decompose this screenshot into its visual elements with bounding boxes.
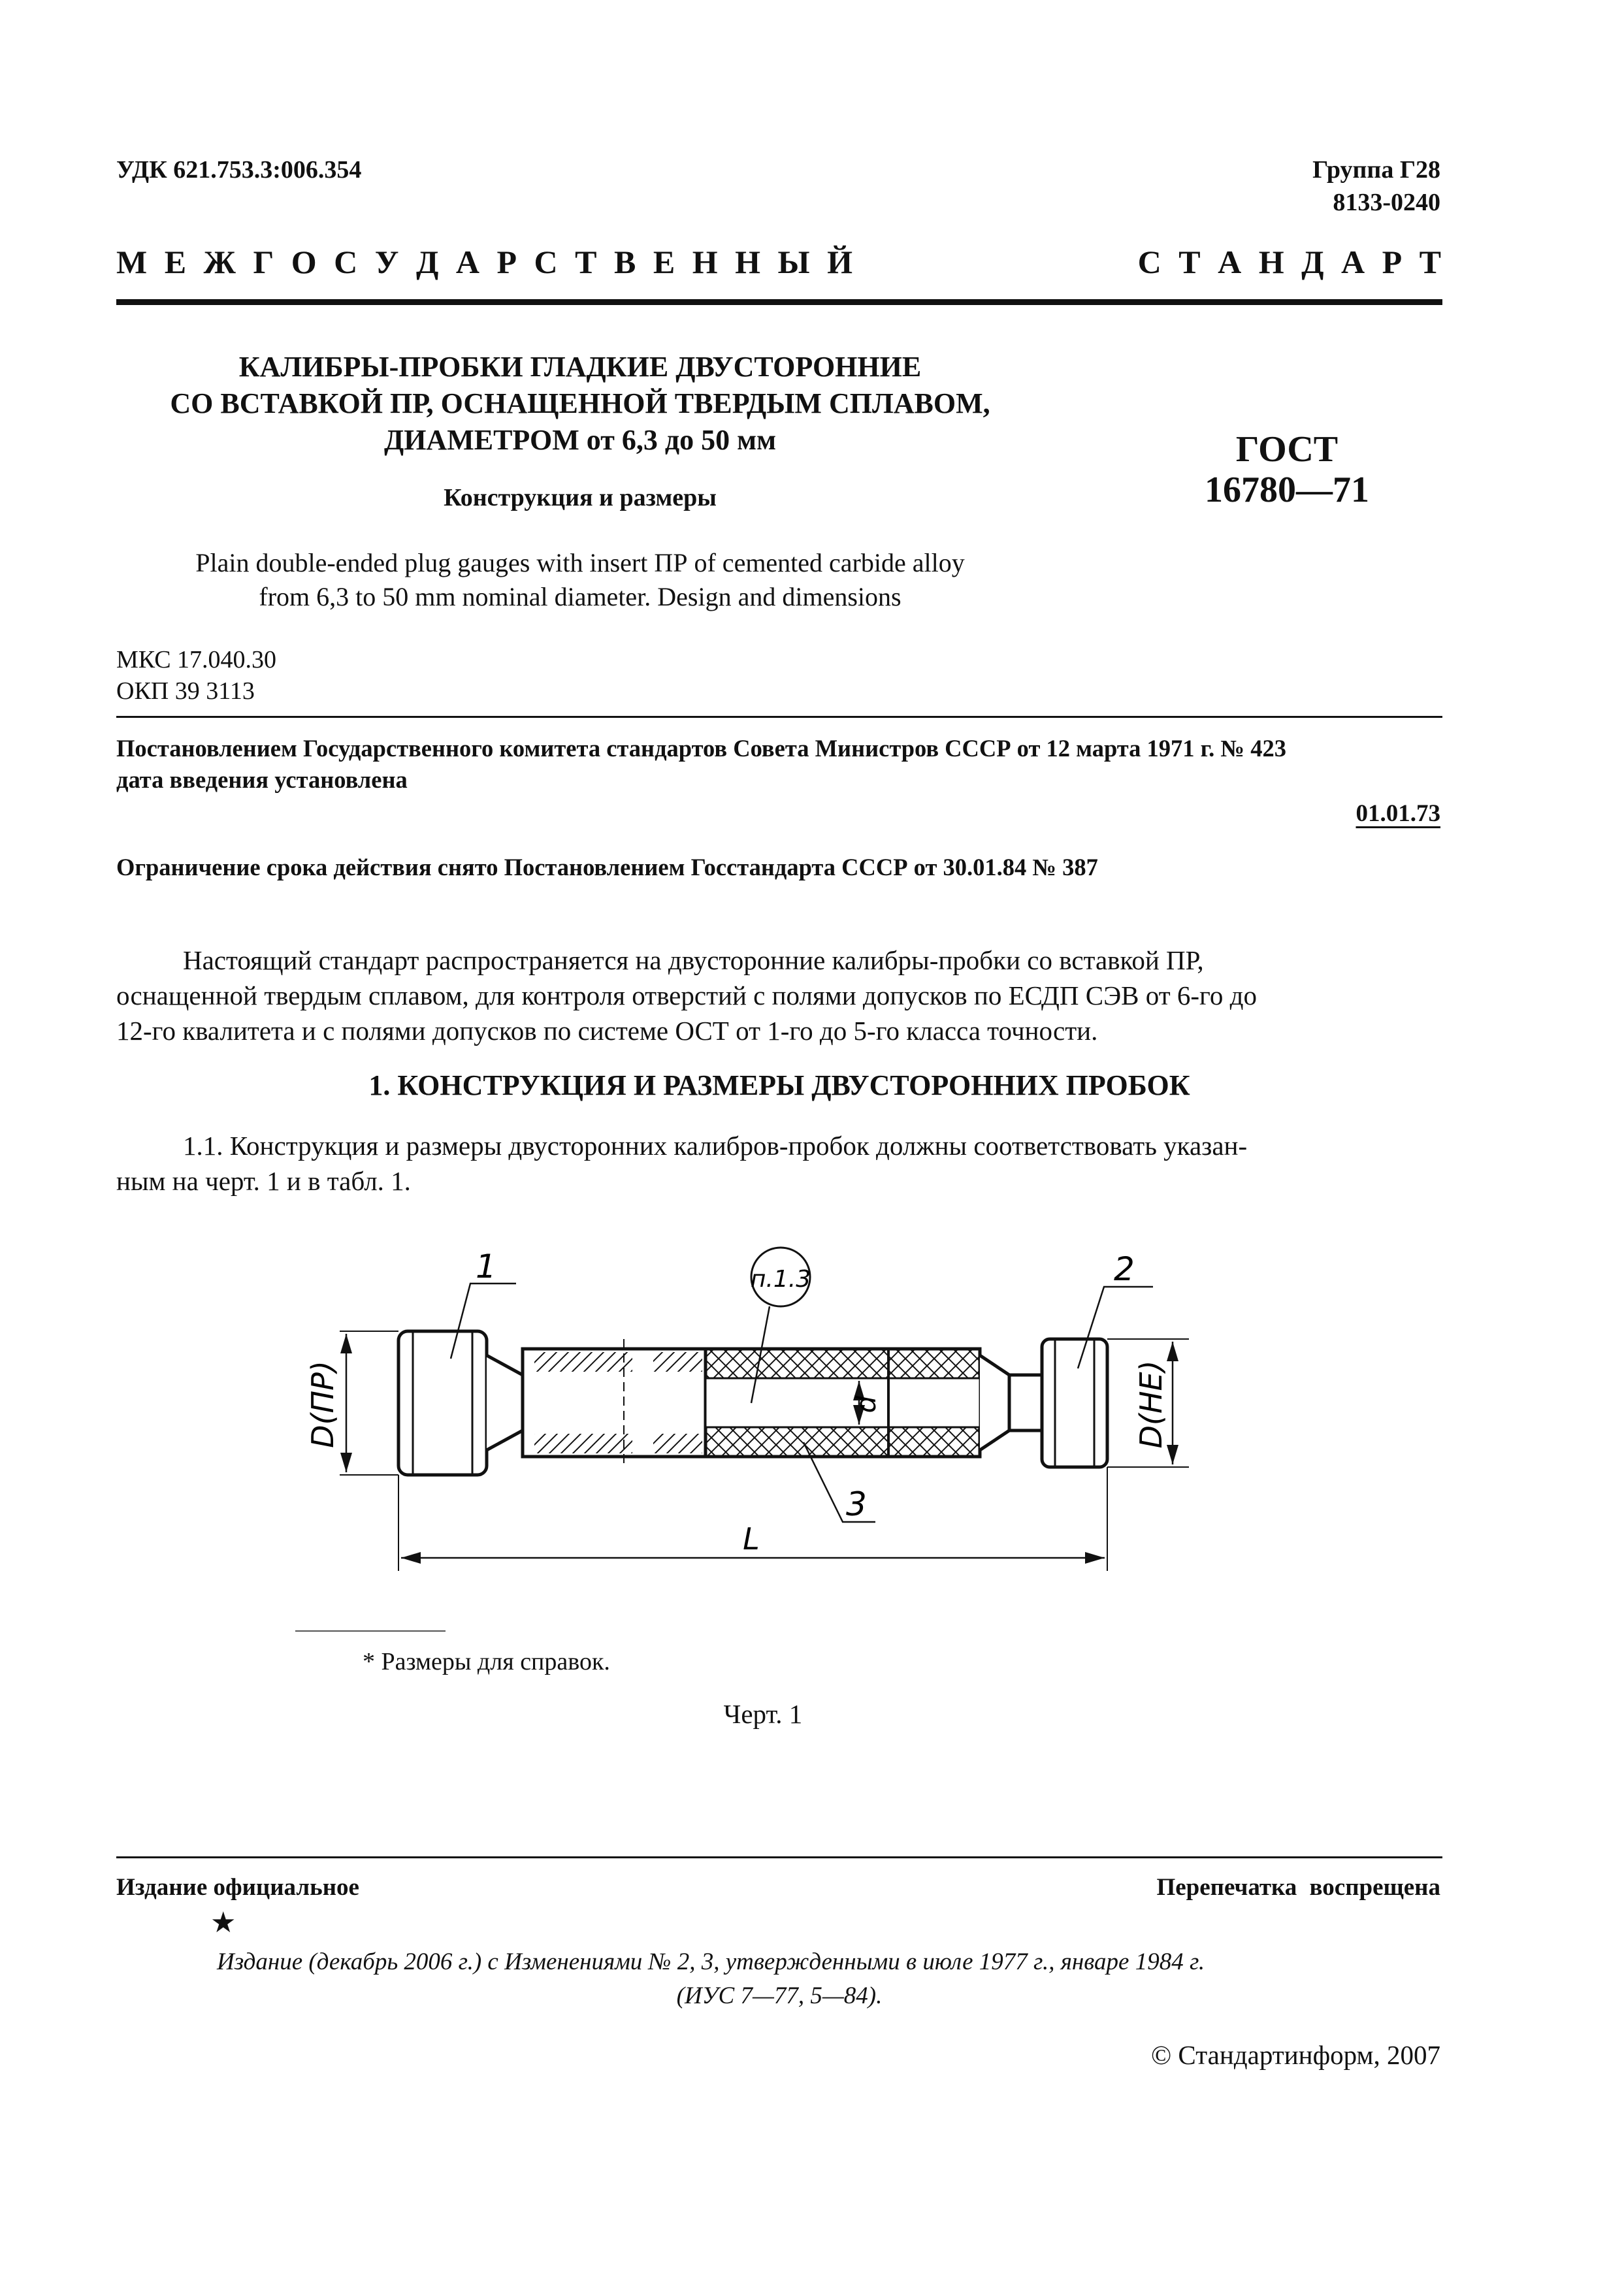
dimension-d-label: d [850,1395,882,1414]
dimension-d-pr-label: D(ПР) [305,1361,340,1448]
drawing-footnote: * Размеры для справок. [363,1648,610,1675]
clause-line-2: ным на черт. 1 и в табл. 1. [116,1166,411,1196]
carbide-insert [706,1349,980,1457]
footer-rule [116,1856,1442,1858]
official-edition: Издание официальное [116,1874,359,1901]
drawing-caption: Черт. 1 [723,1699,803,1729]
footnote-rule [295,1630,446,1632]
copyright: © Стандартинформ, 2007 [1151,2040,1440,2070]
group-code: Группа Г28 [1312,156,1440,184]
introduction-date: 01.01.73 [1356,800,1440,827]
okp-code: ОКП 39 3113 [116,677,255,705]
classifier-code: 8133-0240 [1333,189,1440,216]
intro-line-1: Настоящий стандарт распространяется на двусторонние калибры-пробки со вставкой ПР, [183,945,1204,975]
title-line-2: СО ВСТАВКОЙ ПР, ОСНАЩЕННОЙ ТВЕРДЫМ СПЛАВОМ, [170,387,990,419]
reference-circle-label: п.1.3 [750,1266,811,1293]
gauge-right-neck [980,1355,1042,1450]
udk-code: УДК 621.753.3:006.354 [116,156,362,184]
title-line-3: ДИАМЕТРОМ от 6,3 до 50 мм [383,424,777,456]
decree-date-label: дата введения установлена [116,766,408,793]
title-line-1: КАЛИБРЫ-ПРОБКИ ГЛАДКИЕ ДВУСТОРОННИЕ [238,351,922,383]
reprint-prohibited: Перепечатка воспрещена [1156,1874,1440,1901]
banner-interstate: М Е Ж Г О С У Д А Р С Т В Е Н Н Ы Й [116,244,854,280]
gost-label: ГОСТ [1235,429,1339,470]
header-rule [116,299,1442,305]
gauge-left-head [398,1331,487,1475]
gauge-right-head [1042,1339,1107,1467]
intro-line-2: оснащенной твердым сплавом, для контроля отверстий с полями допусков по ЕСДП СЭВ от 6-го до [116,980,1257,1010]
callout-2-label: 2 [1114,1250,1135,1288]
gauge-handle-body [523,1339,706,1466]
clause-line-1: 1.1. Конструкция и размеры двусторонних калибров-пробок должны соответствовать указан- [183,1131,1248,1161]
english-title-line-1: Plain double-ended plug gauges with insert ПР of cemented carbide alloy [195,548,965,577]
callout-1-label: 1 [476,1248,496,1285]
star-icon: ★ [210,1906,236,1939]
title-subtitle: Конструкция и размеры [444,484,717,511]
gauge-left-neck [487,1355,523,1450]
edition-note-line-1: Издание (декабрь 2006 г.) с Изменениями № 2, 3, утвержденными в июле 1977 г., январе 1984 г. [217,1948,1205,1975]
english-title-line-2: from 6,3 to 50 mm nominal diameter. Design and dimensions [259,582,901,611]
mks-code: МКС 17.040.30 [116,646,277,673]
decree-text: Постановлением Государственного комитета стандартов Совета Министров СССР от 12 марта 1971 г. № 423 [116,735,1286,762]
banner-standard: С Т А Н Д А Р Т [1137,244,1442,280]
gost-number: 16780—71 [1205,470,1369,510]
codes-rule [116,716,1442,718]
plug-gauge-drawing [0,1215,1624,1633]
restriction-note: Ограничение срока действия снято Постановлением Госстандарта СССР от 30.01.84 № 387 [116,854,1098,880]
edition-note-line-2: (ИУС 7—77, 5—84). [676,1982,883,2009]
intro-line-3: 12-го квалитета и с полями допусков по системе ОСТ от 1-го до 5-го класса точности. [116,1016,1098,1046]
dimension-d-ne-label: D(НЕ) [1133,1360,1169,1449]
dimension-l-label: L [743,1521,760,1557]
callout-3-label: 3 [846,1485,867,1523]
section-heading: 1. КОНСТРУКЦИЯ И РАЗМЕРЫ ДВУСТОРОННИХ ПРОБОК [368,1069,1190,1101]
